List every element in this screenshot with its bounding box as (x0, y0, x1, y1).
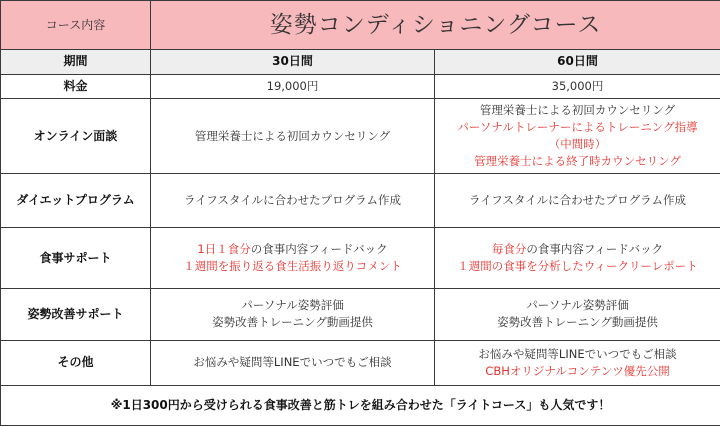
meal-30-line2: １週間を振り返る食生活振り返りコメント (183, 259, 402, 274)
posture-60-line1: パーソナル姿勢評価 (526, 298, 629, 313)
online-60-line4: 管理栄養士による終了時カウンセリング (474, 154, 681, 169)
other-30: お悩みや疑問等LINEでいつでもご相談 (151, 340, 435, 385)
meal-label: 食事サポート (1, 228, 151, 288)
diet-60: ライフスタイルに合わせたプログラム作成 (435, 174, 720, 228)
posture-60-line2: 姿勢改善トレーニング動画提供 (497, 315, 658, 330)
header-row (1, 1, 720, 50)
plan-30-days: 30日間 (151, 50, 435, 75)
meal-60 (435, 228, 720, 288)
meal-60-highlight: 毎食分 (491, 242, 527, 257)
online-60-line3: （中間時） (548, 137, 607, 152)
online-label: オンライン面談 (1, 99, 151, 174)
meal-30-line1 (155, 241, 430, 258)
posture-30-line2: 姿勢改善トレーニング動画提供 (212, 315, 373, 330)
posture-30 (151, 288, 435, 340)
meal-30-highlight: 1日１食分 (197, 242, 251, 257)
diet-row (1, 174, 720, 228)
footer-note: ※1日300円から受けられる食事改善と筋トレを組み合わせた「ライトコース」も人気です！ (1, 386, 720, 426)
other-60-line1: お悩みや疑問等LINEでいつでもご相談 (478, 346, 677, 361)
online-60-line2: パーソナルトレーナーによるトレーニング指導 (457, 120, 698, 135)
posture-60 (435, 288, 720, 340)
footer-row (1, 386, 720, 426)
period-row (1, 50, 720, 75)
other-row (1, 340, 720, 385)
meal-60-line1 (439, 241, 716, 258)
diet-label: ダイエットプログラム (1, 174, 151, 228)
posture-30-line1: パーソナル姿勢評価 (241, 298, 344, 313)
plan-60-days: 60日間 (435, 50, 720, 75)
online-60 (435, 99, 720, 174)
course-title: 姿勢コンディショニングコース (151, 1, 720, 50)
posture-label: 姿勢改善サポート (1, 288, 151, 340)
meal-60-line2: １週間の食事を分析したウィークリーレポート (457, 259, 698, 274)
price-60: 35,000円 (435, 74, 720, 99)
online-30: 管理栄養士による初回カウンセリング (151, 99, 435, 174)
course-content-label: コース内容 (1, 1, 151, 50)
period-label: 期間 (1, 50, 151, 75)
meal-30-rest: の食事内容フィードバック (250, 242, 388, 257)
meal-60-rest: の食事内容フィードバック (526, 242, 664, 257)
price-label: 料金 (1, 74, 151, 99)
online-row (1, 99, 720, 174)
diet-30: ライフスタイルに合わせたプログラム作成 (151, 174, 435, 228)
meal-row (1, 228, 720, 288)
price-30: 19,000円 (151, 74, 435, 99)
other-label: その他 (1, 340, 151, 385)
other-60 (435, 340, 720, 385)
other-60-line2: CBHオリジナルコンテンツ優先公開 (485, 363, 670, 378)
posture-row (1, 288, 720, 340)
price-row (1, 74, 720, 99)
meal-30 (151, 228, 435, 288)
online-60-line1: 管理栄養士による初回カウンセリング (479, 103, 676, 118)
